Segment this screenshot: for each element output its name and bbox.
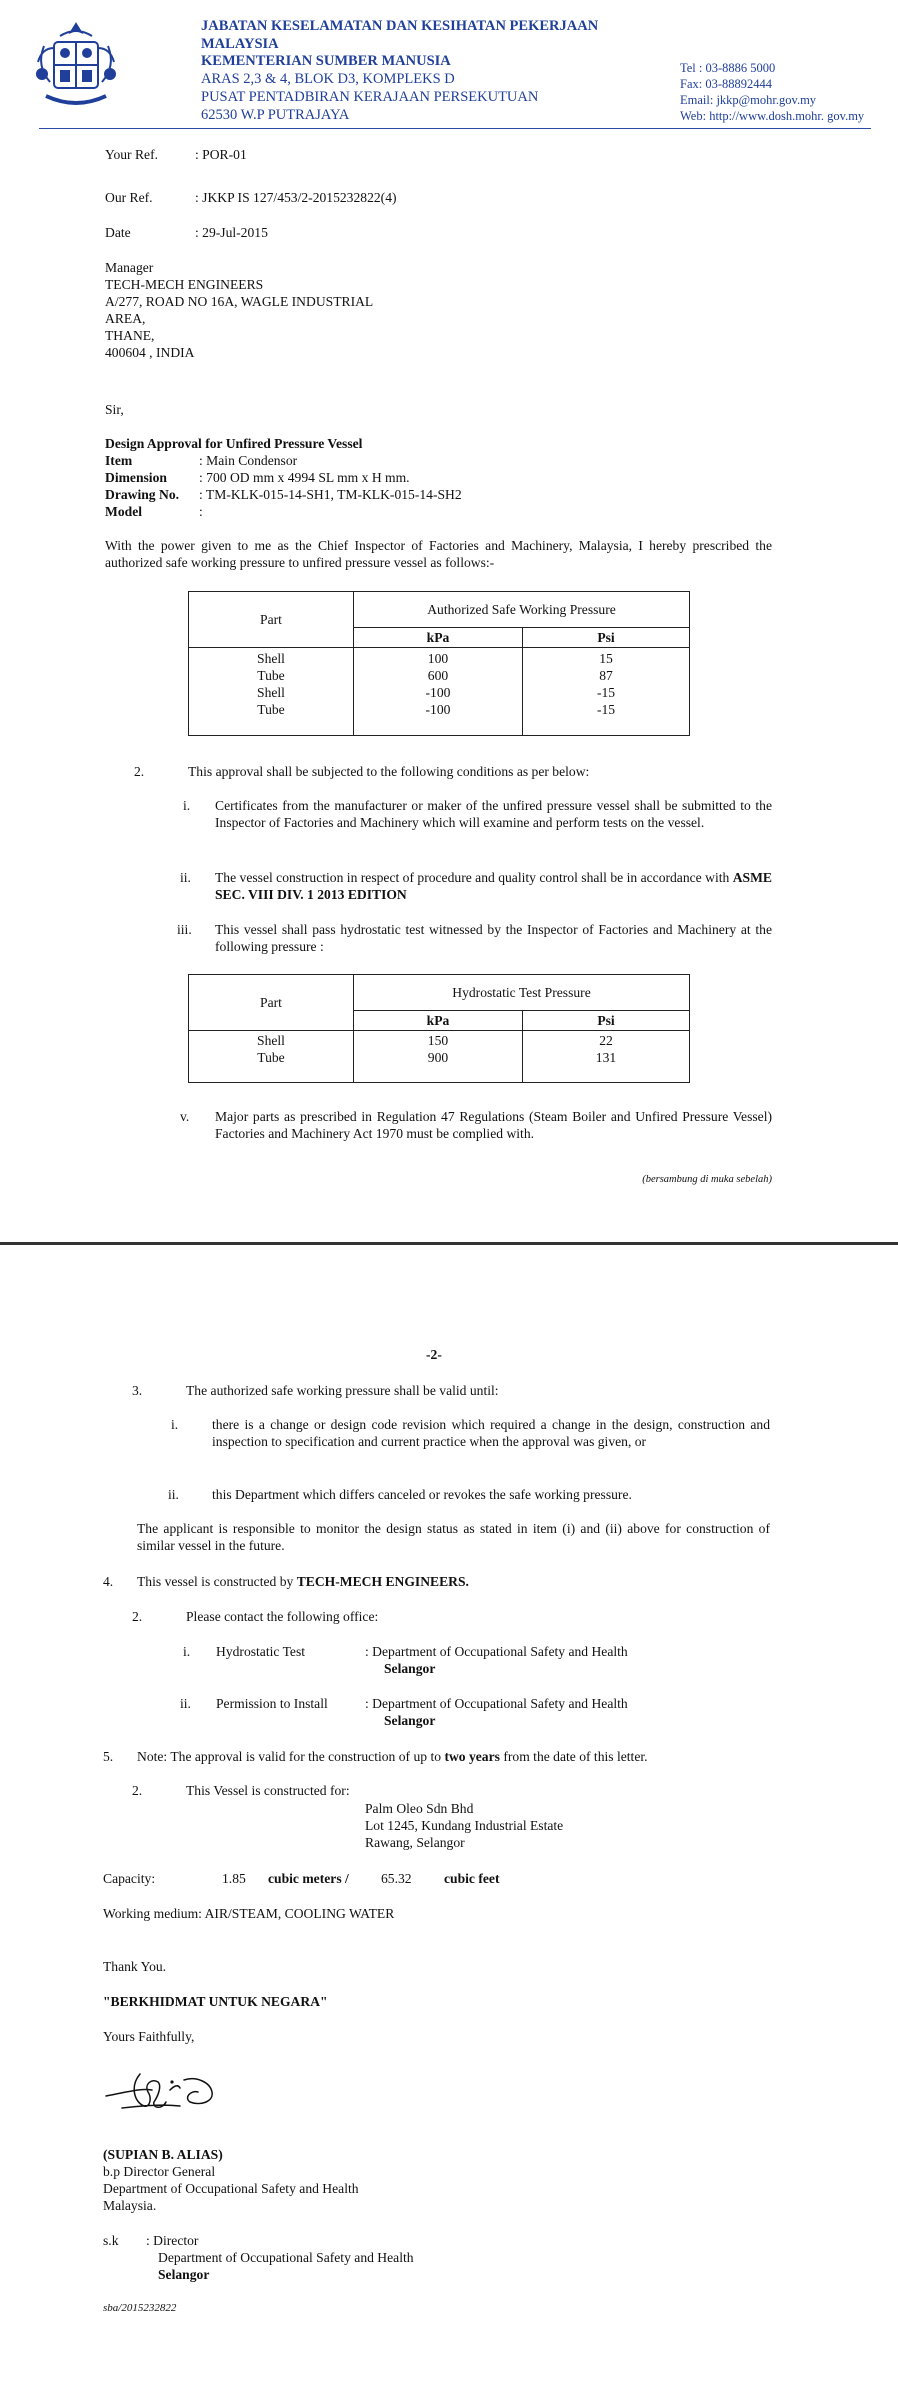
section-5-2-text: This Vessel is constructed for: — [186, 1783, 350, 1798]
page-number: -2- — [426, 1347, 442, 1362]
recipient-line: 400604 , INDIA — [105, 345, 195, 360]
contact-i-label: Hydrostatic Test — [216, 1644, 306, 1659]
table-cell: Shell — [257, 685, 285, 700]
cond-intro: This approval shall be subjected to the following conditions as per below: — [188, 764, 590, 779]
cond-ii-standard: ASME SEC. VIII DIV. 1 2013 EDITION — [215, 870, 772, 902]
salutation: Sir, — [105, 402, 124, 417]
continued-note: (bersambung di muka sebelah) — [642, 1174, 772, 1185]
owner-line: Lot 1245, Kundang Industrial Estate — [365, 1818, 564, 1833]
section-5-tail: from the date of this letter. — [503, 1749, 648, 1764]
date-value: : 29-Jul-2015 — [195, 225, 268, 240]
section-4-paragraph — [137, 1573, 469, 1590]
cond-number: 2. — [134, 764, 145, 779]
motto: "BERKHIDMAT UNTUK NEGARA" — [103, 1994, 328, 2009]
header-fax: Fax: 03-88892444 — [680, 77, 773, 91]
recipient-line: Manager — [105, 260, 154, 275]
closing: Yours Faithfully, — [103, 2029, 195, 2044]
thank-you: Thank You. — [103, 1959, 167, 1974]
model-label: Model — [105, 504, 142, 519]
working-medium: Working medium: AIR/STEAM, COOLING WATER — [103, 1906, 395, 1921]
header-web: Web: http://www.dosh.mohr. gov.my — [680, 109, 865, 123]
table-header-group: Authorized Safe Working Pressure — [354, 592, 690, 628]
cc-label: s.k — [103, 2233, 119, 2248]
address-line-3: 62530 W.P PUTRAJAYA — [201, 107, 350, 123]
table-cell: -100 — [425, 685, 451, 700]
section-5-2-number: 2. — [132, 1783, 143, 1798]
table-cell: -15 — [596, 685, 616, 700]
ministry-name: KEMENTERIAN SUMBER MANUSIA — [201, 53, 451, 69]
signature-image — [100, 2062, 230, 2118]
cond-i-number: i. — [183, 798, 191, 813]
table-header-kpa: kPa — [354, 628, 523, 648]
capacity-cubic-feet: 65.32 — [381, 1871, 412, 1886]
header-email: Email: jkkp@mohr.gov.my — [680, 93, 817, 107]
cc-state: Selangor — [158, 2267, 210, 2282]
table-cell: -100 — [425, 702, 451, 717]
our-ref-label: Our Ref. — [105, 190, 153, 205]
owner-line: Palm Oleo Sdn Bhd — [365, 1801, 474, 1816]
contact-i-office: : Department of Occupational Safety and Health — [365, 1644, 628, 1659]
footer-reference: sba/2015232822 — [103, 2302, 177, 2314]
table-cell: Shell — [257, 651, 285, 666]
section-3-number: 3. — [132, 1383, 143, 1398]
cc-line: : Director — [146, 2233, 199, 2248]
table-cell: Tube — [257, 1050, 285, 1065]
your-ref-value: : POR-01 — [195, 147, 247, 162]
cc-recipient — [146, 2232, 414, 2283]
section-3-responsibility: The applicant is responsible to monitor the design status as stated in item (i) and (ii) above for construction of similar vessel in the future. — [137, 1521, 770, 1553]
model-value: : — [199, 504, 203, 519]
contact-ii-state: Selangor — [384, 1713, 436, 1728]
recipient-line: AREA, — [105, 311, 146, 326]
drawing-label: Drawing No. — [105, 487, 180, 502]
table-cell: -15 — [596, 702, 616, 717]
section-4-number: 4. — [103, 1574, 114, 1589]
table-header-psi: Psi — [523, 628, 690, 648]
cond-iii-text: This vessel shall pass hydrostatic test witnessed by the Inspector of Factories and Machinery at the following pressure : — [215, 922, 772, 954]
section-3-ii-text: this Department which differs canceled or revokes the safe working pressure. — [212, 1487, 632, 1502]
dimension-value: : 700 OD mm x 4994 SL mm x H mm. — [199, 470, 410, 485]
contact-ii-number: ii. — [180, 1696, 191, 1711]
signer-line: Department of Occupational Safety and Health — [103, 2181, 359, 2196]
cond-ii-number: ii. — [180, 870, 191, 885]
table-header-part: Part — [189, 592, 354, 648]
section-4-2-number: 2. — [132, 1609, 143, 1624]
cond-i-text: Certificates from the manufacturer or maker of the unfired pressure vessel shall be submitted to the Inspector of Factories and Machinery which will examine and perform tests on the vessel. — [215, 798, 772, 830]
table-cell: 131 — [595, 1050, 617, 1065]
header-tel: Tel : 03-8886 5000 — [680, 61, 776, 75]
your-ref-label: Your Ref. — [105, 147, 159, 162]
subject-title: Design Approval for Unfired Pressure Vessel — [105, 436, 363, 451]
table-header-psi: Psi — [523, 1011, 690, 1031]
signer-details — [103, 2163, 359, 2214]
capacity-label: Capacity: — [103, 1871, 156, 1886]
section-5-text: Note: The approval is valid for the construction of up to — [137, 1749, 442, 1764]
table-cell: Tube — [257, 668, 285, 683]
section-3-i-number: i. — [171, 1417, 179, 1432]
table-cell: 15 — [599, 651, 613, 666]
section-5-number: 5. — [103, 1749, 114, 1764]
recipient-address — [105, 259, 373, 361]
table-col-kpa — [354, 648, 523, 736]
signer-line: Malaysia. — [103, 2198, 157, 2213]
section-3-i-text: there is a change or design code revision which required a change in the design, construction and inspection to specification and current practice when the approval was given, or — [212, 1417, 770, 1449]
table-header-kpa: kPa — [354, 1011, 523, 1031]
section-5-duration: two years — [444, 1749, 500, 1764]
section-4-company: TECH-MECH ENGINEERS. — [296, 1574, 469, 1589]
table-col-parts — [189, 648, 354, 736]
address-line-1: ARAS 2,3 & 4, BLOK D3, KOMPLEKS D — [201, 71, 455, 87]
table-col-psi — [523, 648, 690, 736]
contact-i-state: Selangor — [384, 1661, 436, 1676]
item-value: : Main Condensor — [199, 453, 298, 468]
section-4-2-text: Please contact the following office: — [186, 1609, 379, 1624]
item-label: Item — [105, 453, 133, 468]
cc-line: Department of Occupational Safety and Health — [158, 2250, 414, 2265]
cond-ii-paragraph — [215, 869, 772, 903]
cond-ii-text: The vessel construction in respect of procedure and quality control shall be in accordance with — [215, 870, 730, 885]
capacity-cubic-feet-unit: cubic feet — [444, 1871, 500, 1886]
table-cell: 22 — [599, 1033, 613, 1048]
contact-ii-label: Permission to Install — [216, 1696, 328, 1711]
section-4-text: This vessel is constructed by — [137, 1574, 294, 1589]
signer-name: (SUPIAN B. ALIAS) — [103, 2147, 223, 2162]
org-name-line-1: JABATAN KESELAMATAN DAN KESIHATAN PEKERJAAN — [201, 18, 599, 34]
owner-address — [365, 1800, 563, 1851]
table-cell: 600 — [427, 668, 449, 683]
drawing-value: : TM-KLK-015-14-SH1, TM-KLK-015-14-SH2 — [199, 487, 462, 502]
section-5-paragraph — [137, 1748, 648, 1765]
recipient-line: A/277, ROAD NO 16A, WAGLE INDUSTRIAL — [105, 294, 374, 309]
signer-line: b.p Director General — [103, 2164, 216, 2179]
date-label: Date — [105, 225, 131, 240]
table-cell: Tube — [257, 702, 285, 717]
table-cell: 87 — [599, 668, 613, 683]
table-cell: Shell — [257, 1033, 285, 1048]
section-3-ii-number: ii. — [168, 1487, 179, 1502]
intro-paragraph: With the power given to me as the Chief Inspector of Factories and Machinery, Malaysia, I hereby prescribed the authorized safe working pressure to unfired pressure vessel as follows:- — [105, 538, 772, 570]
contact-ii-office: : Department of Occupational Safety and Health — [365, 1696, 628, 1711]
cond-v-number: v. — [180, 1109, 190, 1124]
table-col-psi — [523, 1031, 690, 1083]
table-col-kpa — [354, 1031, 523, 1083]
cond-v-text: Major parts as prescribed in Regulation 47 Regulations (Steam Boiler and Unfired Pressure Vessel) Factories and Machinery Act 1970 must be complied with. — [215, 1109, 772, 1141]
cond-iii-number: iii. — [177, 922, 192, 937]
safe-working-pressure-table — [188, 591, 690, 736]
capacity-cubic-meters-unit: cubic meters / — [268, 1871, 349, 1886]
page-divider — [0, 1242, 898, 1245]
table-header-part: Part — [189, 975, 354, 1031]
crest-logo — [30, 18, 122, 116]
address-line-2: PUSAT PENTADBIRAN KERAJAAN PERSEKUTUAN — [201, 89, 539, 105]
table-col-parts — [189, 1031, 354, 1083]
table-cell: 900 — [427, 1050, 449, 1065]
our-ref-value: : JKKP IS 127/453/2-2015232822(4) — [195, 190, 397, 205]
org-name-line-2: MALAYSIA — [201, 35, 279, 52]
header-rule — [39, 128, 871, 129]
contact-i-number: i. — [183, 1644, 191, 1659]
recipient-line: THANE, — [105, 328, 155, 343]
table-cell: 100 — [427, 651, 449, 666]
dimension-label: Dimension — [105, 470, 167, 485]
recipient-line: TECH-MECH ENGINEERS — [105, 277, 264, 292]
capacity-cubic-meters: 1.85 — [222, 1871, 246, 1886]
table-cell: 150 — [427, 1033, 449, 1048]
owner-line: Rawang, Selangor — [365, 1835, 465, 1850]
table-header-group: Hydrostatic Test Pressure — [354, 975, 690, 1011]
section-3-text: The authorized safe working pressure shall be valid until: — [186, 1383, 499, 1398]
hydrostatic-test-table — [188, 974, 690, 1083]
